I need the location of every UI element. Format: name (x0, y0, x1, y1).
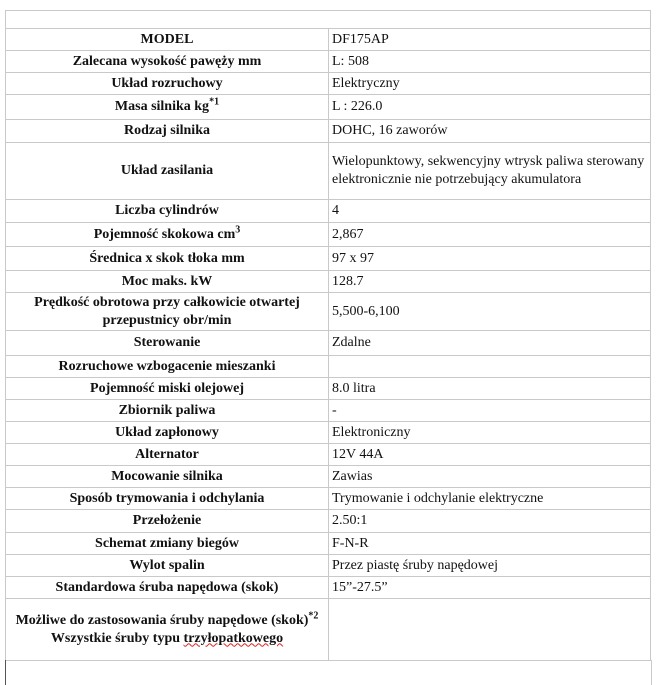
spec-value[interactable]: Zdalne (329, 331, 651, 356)
spec-value[interactable]: Wielopunktowy, sekwencyjny wtrysk paliwa sterowany elektronicznie nie potrzebujący akumulatora (329, 143, 651, 200)
table-row (6, 331, 651, 356)
spec-value[interactable]: 97 x 97 (329, 247, 651, 271)
spec-label-text: MODEL (140, 31, 194, 47)
spec-value[interactable]: 4 (329, 200, 651, 223)
table-row (6, 73, 651, 95)
spec-label-text: Układ zapłonowy (115, 424, 219, 440)
spec-label-note: Wszystkie śruby typu (50, 630, 184, 646)
spec-label-sup: *2 (308, 609, 319, 621)
spec-label-text: Pojemność skokowa cm (93, 226, 236, 242)
table-row (6, 51, 651, 73)
spec-table (5, 10, 651, 661)
spec-label (6, 555, 329, 577)
spec-label (6, 29, 329, 51)
table-row (6, 247, 651, 271)
spec-value[interactable]: 12V 44A (329, 444, 651, 466)
spellcheck-marked-word[interactable]: trzyłopatkowego (183, 630, 284, 646)
spec-label (6, 488, 329, 510)
table-row (6, 95, 651, 120)
spec-label-text: Układ zasilania (120, 163, 214, 178)
spec-label-text: Pojemność miski olejowej (90, 380, 244, 396)
spec-label-text: Sposób trymowania i odchylania (69, 490, 265, 506)
spec-label (6, 577, 329, 599)
spec-value[interactable]: 2,867 (329, 223, 651, 247)
spec-label-sup: 3 (235, 223, 241, 235)
table-row (6, 599, 651, 661)
spec-value[interactable]: DF175AP (329, 29, 651, 51)
table-row (6, 271, 651, 293)
spec-label (6, 599, 329, 661)
spec-label-text: Moc maks. kW (121, 273, 213, 289)
table-row (6, 223, 651, 247)
spec-value[interactable]: 5,500-6,100 (329, 293, 651, 331)
spec-value[interactable]: Zawias (329, 466, 651, 488)
spec-label (6, 200, 329, 223)
spec-label-text: Alternator (135, 446, 199, 462)
table-row (6, 378, 651, 400)
table-row (6, 422, 651, 444)
spec-label (6, 293, 329, 331)
table-row (6, 143, 651, 200)
spec-value[interactable]: Trymowanie i odchylanie elektryczne (329, 488, 651, 510)
spec-label-text: Rozruchowe wzbogacenie mieszanki (58, 358, 276, 374)
spec-label (6, 95, 329, 120)
spec-label-sup: *1 (209, 96, 220, 108)
spec-label (6, 271, 329, 293)
spec-label (6, 51, 329, 73)
table-row (6, 200, 651, 223)
table-row (6, 400, 651, 422)
table-row (6, 555, 651, 577)
spec-label (6, 223, 329, 247)
table-row (6, 577, 651, 599)
spec-label-text: Możliwe do zastosowania śruby napędowe (skok) (15, 612, 309, 628)
spec-value[interactable]: Elektryczny (329, 73, 651, 95)
spec-label (6, 466, 329, 488)
spec-label (6, 378, 329, 400)
spec-label-text: Prędkość obrotowa przy całkowicie otwartej przepustnicy obr/min (34, 294, 300, 328)
table-continuation (5, 660, 652, 685)
table-row (6, 356, 651, 378)
table-row (6, 533, 651, 555)
spec-label (6, 400, 329, 422)
spec-value[interactable]: L : 226.0 (329, 95, 651, 120)
spec-label-text: Zbiornik paliwa (118, 402, 216, 418)
spec-value[interactable]: 128.7 (329, 271, 651, 293)
table-row (6, 120, 651, 143)
table-row (6, 488, 651, 510)
spec-label-text: Standardowa śruba napędowa (skok) (55, 579, 279, 595)
table-row (6, 293, 651, 331)
spec-value[interactable]: 2.50:1 (329, 510, 651, 533)
spec-label (6, 444, 329, 466)
spec-value[interactable]: 8.0 litra (329, 378, 651, 400)
spec-label-text: Wylot spalin (129, 557, 205, 573)
spec-value[interactable]: L: 508 (329, 51, 651, 73)
spec-value[interactable]: Przez piastę śruby napędowej (329, 555, 651, 577)
spec-label-text: Masa silnika kg (114, 99, 210, 114)
spec-value[interactable]: - (329, 400, 651, 422)
table-row (6, 510, 651, 533)
spec-label (6, 331, 329, 356)
spec-label (6, 120, 329, 143)
table-row (6, 29, 651, 51)
spec-value[interactable] (329, 599, 651, 661)
spec-label (6, 247, 329, 271)
table-header-empty-row (6, 11, 651, 29)
spec-label-text: Rodzaj silnika (124, 123, 210, 138)
spec-value[interactable]: 15”-27.5” (329, 577, 651, 599)
spec-label-text: Układ rozruchowy (111, 75, 223, 91)
spec-value[interactable]: DOHC, 16 zaworów (329, 120, 651, 143)
table-row (6, 466, 651, 488)
spec-label-text: Zalecana wysokość pawęży mm (72, 53, 262, 69)
spec-label (6, 143, 329, 200)
spec-value[interactable]: Elektroniczny (329, 422, 651, 444)
spec-label (6, 73, 329, 95)
spec-label (6, 422, 329, 444)
spec-label (6, 356, 329, 378)
spec-label-text: Liczba cylindrów (115, 203, 219, 218)
table-row (6, 444, 651, 466)
spec-value[interactable] (329, 356, 651, 378)
spec-value[interactable]: F-N-R (329, 533, 651, 555)
spec-label-text: Schemat zmiany biegów (95, 535, 239, 551)
spec-label-text: Mocowanie silnika (111, 468, 223, 484)
spec-label-text: Sterowanie (133, 335, 201, 350)
spec-label-text: Przełożenie (132, 513, 202, 528)
spec-label-text: Średnica x skok tłoka mm (89, 250, 245, 266)
spec-label (6, 510, 329, 533)
spec-label (6, 533, 329, 555)
